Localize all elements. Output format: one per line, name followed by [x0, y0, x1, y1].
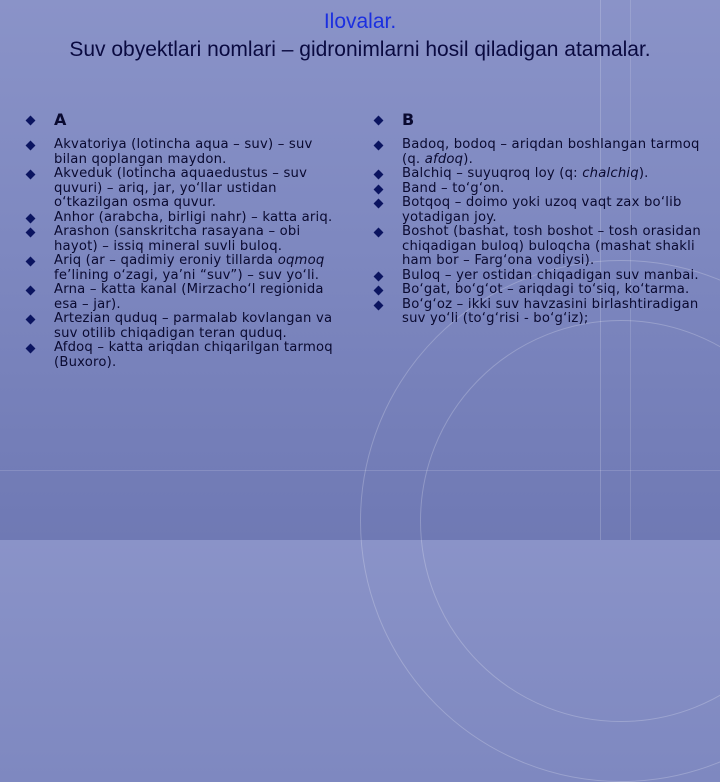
list-item: Bo‘g‘oz – ikki suv havzasini birlashtiradigan suv yo‘li (to‘g‘risi - bo‘g‘iz); — [372, 298, 702, 327]
diamond-bullet-icon — [374, 286, 384, 296]
list-item: Boshot (bashat, tosh boshot – tosh orasidan chiqadigan buloq) buloqcha (mashat shakli ham bor – Farg‘ona vodiysi). — [372, 225, 702, 269]
diamond-bullet-icon — [374, 170, 384, 180]
slide-title — [0, 8, 720, 64]
diamond-bullet-icon — [26, 141, 36, 151]
diamond-bullet-icon — [374, 141, 384, 151]
list-item: Band – to‘g‘on. — [372, 182, 702, 197]
list-item: Badoq, bodoq – ariqdan boshlangan tarmoq (q. afdoq). — [372, 138, 702, 167]
list-item: Afdoq – katta ariqdan chiqarilgan tarmoq (Buxoro). — [24, 341, 344, 370]
list-item: Ariq (ar – qadimiy eroniy tillarda oqmoq fe’lining o‘zagi, ya’ni “suv”) – suv yo‘li. — [24, 254, 344, 283]
list-item: Artezian quduq – parmalab kovlangan va suv otilib chiqadigan teran quduq. — [24, 312, 344, 341]
diamond-bullet-icon — [374, 199, 384, 209]
right-column — [372, 110, 702, 327]
list-item: Arashon (sanskritcha rasayana – obi hayot) – issiq mineral suvli buloq. — [24, 225, 344, 254]
diamond-bullet-icon — [374, 116, 384, 126]
right-heading: B — [372, 110, 702, 130]
list-item: Balchiq – suyuqroq loy (q: chalchiq). — [372, 167, 702, 182]
list-item: Akvatoriya (lotincha aqua – suv) – suv bilan qoplangan maydon. — [24, 138, 344, 167]
diamond-bullet-icon — [374, 271, 384, 281]
diamond-bullet-icon — [26, 213, 36, 223]
diamond-bullet-icon — [26, 315, 36, 325]
diamond-bullet-icon — [26, 286, 36, 296]
diamond-bullet-icon — [26, 257, 36, 267]
diamond-bullet-icon — [26, 344, 36, 354]
diamond-bullet-icon — [374, 228, 384, 238]
left-heading: A — [24, 110, 344, 130]
diamond-bullet-icon — [374, 184, 384, 194]
list-item: Akveduk (lotincha aquaedustus – suv quvuri) – ariq, jar, yo‘llar ustidan o‘tkazilgan osma quvur. — [24, 167, 344, 211]
diamond-bullet-icon — [26, 170, 36, 180]
list-item: Botqoq – doimo yoki uzoq vaqt zax bo‘lib yotadigan joy. — [372, 196, 702, 225]
left-column — [24, 110, 344, 370]
title-line-1: Ilovalar. — [323, 10, 397, 33]
list-item: Anhor (arabcha, birligi nahr) – katta ariq. — [24, 211, 344, 226]
diamond-bullet-icon — [374, 300, 384, 310]
diamond-bullet-icon — [26, 228, 36, 238]
list-item: Arna – katta kanal (Mirzacho‘l regionida esa – jar). — [24, 283, 344, 312]
list-item: Buloq – yer ostidan chiqadigan suv manbai. — [372, 269, 702, 284]
diamond-bullet-icon — [26, 116, 36, 126]
title-line-2: Suv obyektlari nomlari – gidronimlarni hosil qiladigan atamalar. — [69, 38, 651, 61]
list-item: Bo‘gat, bo‘g‘ot – ariqdagi to‘siq, ko‘tarma. — [372, 283, 702, 298]
